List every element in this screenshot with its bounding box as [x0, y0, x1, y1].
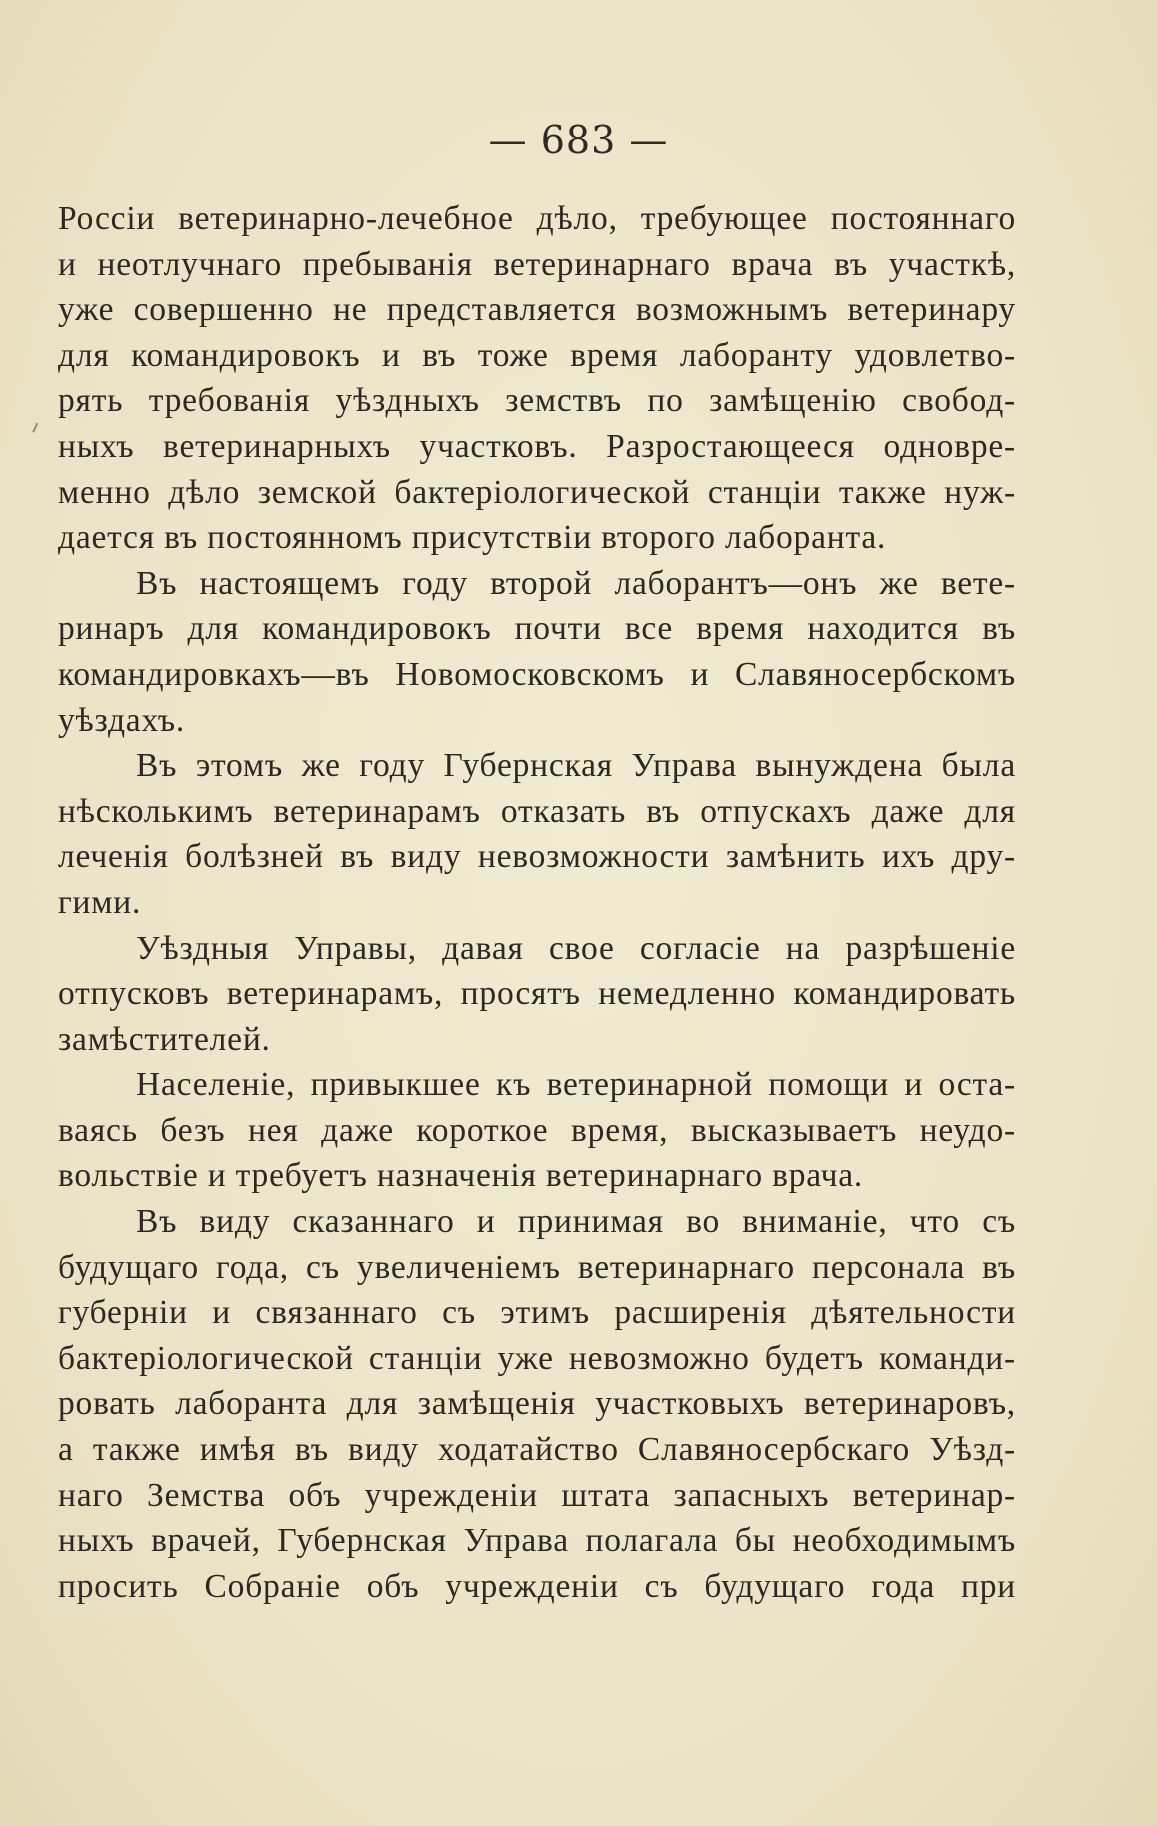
text-line: и неотлучнаго пребыванія ветеринарнаго врача въ участкѣ,	[58, 245, 1016, 283]
margin-mark	[32, 423, 43, 435]
text-line: будущаго года, съ увеличеніемъ ветеринарнаго персонала въ	[58, 1248, 1016, 1286]
text-line: дается въ постоянномъ присутствіи второго лаборанта.	[58, 519, 887, 557]
text-line: нѣсколькимъ ветеринарамъ отказать въ отпускахъ даже для	[58, 792, 1016, 830]
text-line: губерніи и связаннаго съ этимъ расширенія дѣятельности	[58, 1294, 1016, 1332]
page-number: — 683 —	[488, 118, 669, 162]
text-line: Уѣздныя Управы, давая свое согласіе на разрѣшеніе	[136, 929, 1016, 967]
text-line: ныхъ ветеринарныхъ участковъ. Разростающееся одновре-	[58, 427, 1016, 465]
text-line: леченія болѣзней въ виду невозможности замѣнить ихъ дру-	[58, 838, 1016, 876]
text-line: рять требованія уѣздныхъ земствъ по замѣщенію свобод-	[58, 382, 1016, 420]
text-line: Въ настоящемъ году второй лаборантъ—онъ же вете-	[136, 564, 1016, 602]
text-line: бактеріологической станціи уже невозможно будетъ команди-	[58, 1339, 1016, 1377]
text-line: а также имѣя въ виду ходатайство Славяносербскаго Уѣзд-	[58, 1431, 1016, 1469]
text-line: уже совершенно не представляется возможнымъ ветеринару	[58, 291, 1016, 329]
text-line: уѣздахъ.	[58, 701, 186, 739]
text-line: ваясь безъ нея даже короткое время, высказываетъ неудо-	[58, 1111, 1016, 1149]
text-line: замѣстителей.	[58, 1020, 271, 1058]
text-line: командировкахъ—въ Новомосковскомъ и Славяносербскомъ	[58, 655, 1016, 693]
text-line: гими.	[58, 883, 142, 921]
body-text	[58, 196, 1016, 1609]
text-line: Въ виду сказаннаго и принимая во вниманіе, что съ	[136, 1203, 1016, 1241]
text-line: ныхъ врачей, Губернская Управа полагала бы необходимымъ	[58, 1522, 1016, 1560]
text-line: ринаръ для командировокъ почти все время находится въ	[58, 610, 1016, 648]
text-line: наго Земства объ учрежденіи штата запасныхъ ветеринар-	[58, 1476, 1016, 1514]
text-line: ровать лаборанта для замѣщенія участковыхъ ветеринаровъ,	[58, 1385, 1016, 1423]
text-line: Россіи ветеринарно-лечебное дѣло, требующее постояннаго	[58, 200, 1016, 237]
text-line: просить Собраніе объ учрежденіи съ будущаго года при	[58, 1567, 1016, 1605]
text-line: Населеніе, привыкшее къ ветеринарной помощи и оста-	[136, 1066, 1016, 1104]
text-line: отпусковъ ветеринарамъ, просятъ немедленно командировать	[58, 975, 1016, 1013]
text-line: вольствіе и требуетъ назначенія ветеринарнаго врача.	[58, 1157, 864, 1195]
text-line: Въ этомъ же году Губернская Управа вынуждена была	[136, 747, 1016, 785]
text-line: для командировокъ и въ тоже время лаборанту удовлетво-	[58, 336, 1016, 374]
text-line: менно дѣло земской бактеріологической станціи также нуж-	[58, 473, 1016, 511]
